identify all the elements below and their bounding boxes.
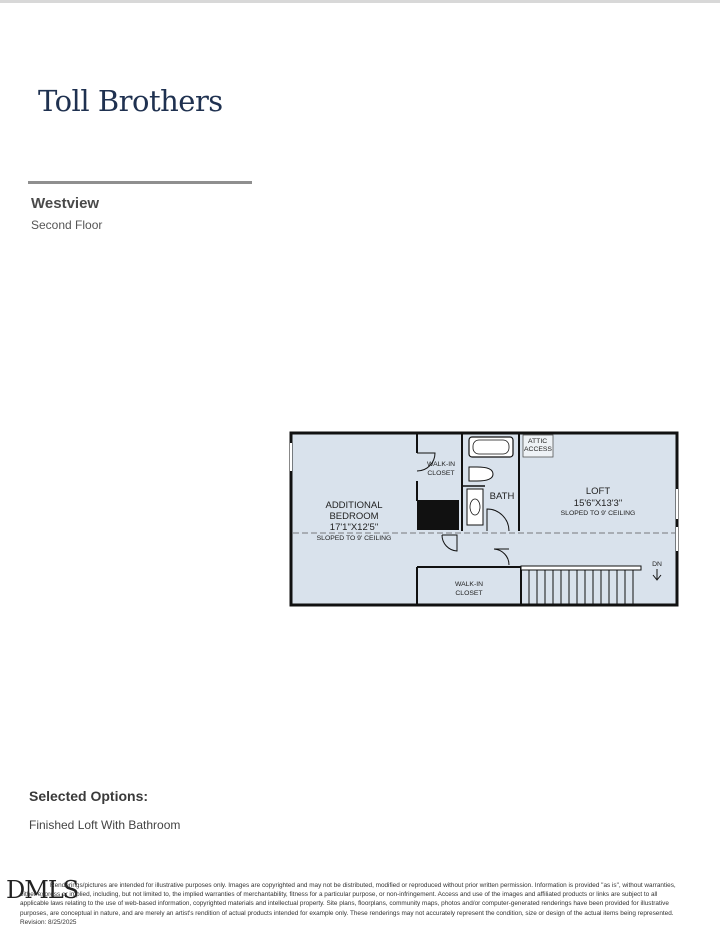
loft-dims: 15'6"X13'3" bbox=[573, 498, 623, 509]
mls-logo: DMLS bbox=[6, 876, 79, 904]
floorplan bbox=[289, 431, 681, 609]
closet-label: CLOSET bbox=[455, 590, 483, 597]
options-heading: Selected Options: bbox=[29, 788, 149, 804]
closet-shelf bbox=[417, 500, 459, 530]
disclaimer bbox=[20, 881, 680, 927]
section-rule bbox=[28, 181, 252, 184]
bedroom-dims: 17'1"X12'5" bbox=[329, 522, 379, 533]
closet-label: CLOSET bbox=[427, 470, 455, 477]
top-divider bbox=[0, 0, 720, 3]
bedroom-label: BEDROOM bbox=[329, 511, 379, 522]
attic-label: ATTIC bbox=[528, 438, 548, 445]
loft-label: LOFT bbox=[585, 486, 611, 497]
bedroom-ceiling: SLOPED TO 9' CEILING bbox=[316, 535, 392, 542]
vanity bbox=[467, 489, 483, 525]
loft-ceiling: SLOPED TO 9' CEILING bbox=[560, 510, 636, 517]
stairs-label: DN bbox=[652, 561, 662, 568]
disclaimer-text: Renderings/pictures are intended for illustrative purposes only. Images are copyrighted and may not be distributed, modified or reproduced without prior written permission. Information is provided "as is", without warranties, either express or implied, including, but not limited to, the implied warranties of merchantability, fitness for a particular purpose, or non-infringement. Access and use of the images and affiliated products or links are subject to all applicable laws relating to the use of web-based information, copyrighted materials and intellectual property. Site plans, floorplans, community maps, photos and/or computer-generated renderings have been provided for illustrative purposes, are conceptual in nature, and are merely an artist's rendition of actual products intended for example only. These renderings may not accurately represent the condition, size or design of the actual items being represented. Revision: 8/25/2025 bbox=[20, 882, 676, 926]
plan-name: Westview bbox=[31, 195, 100, 212]
bedroom-label: ADDITIONAL bbox=[325, 500, 383, 511]
toilet bbox=[469, 467, 493, 481]
stair-rail bbox=[521, 566, 641, 570]
closet-label: WALK-IN bbox=[426, 461, 456, 468]
attic-label: ACCESS bbox=[524, 446, 552, 453]
closet-label: WALK-IN bbox=[454, 581, 484, 588]
brand-logo: Toll Brothers bbox=[38, 84, 223, 118]
option-item: Finished Loft With Bathroom bbox=[29, 818, 181, 832]
bath-label: BATH bbox=[489, 491, 515, 502]
floor-name: Second Floor bbox=[31, 218, 103, 232]
